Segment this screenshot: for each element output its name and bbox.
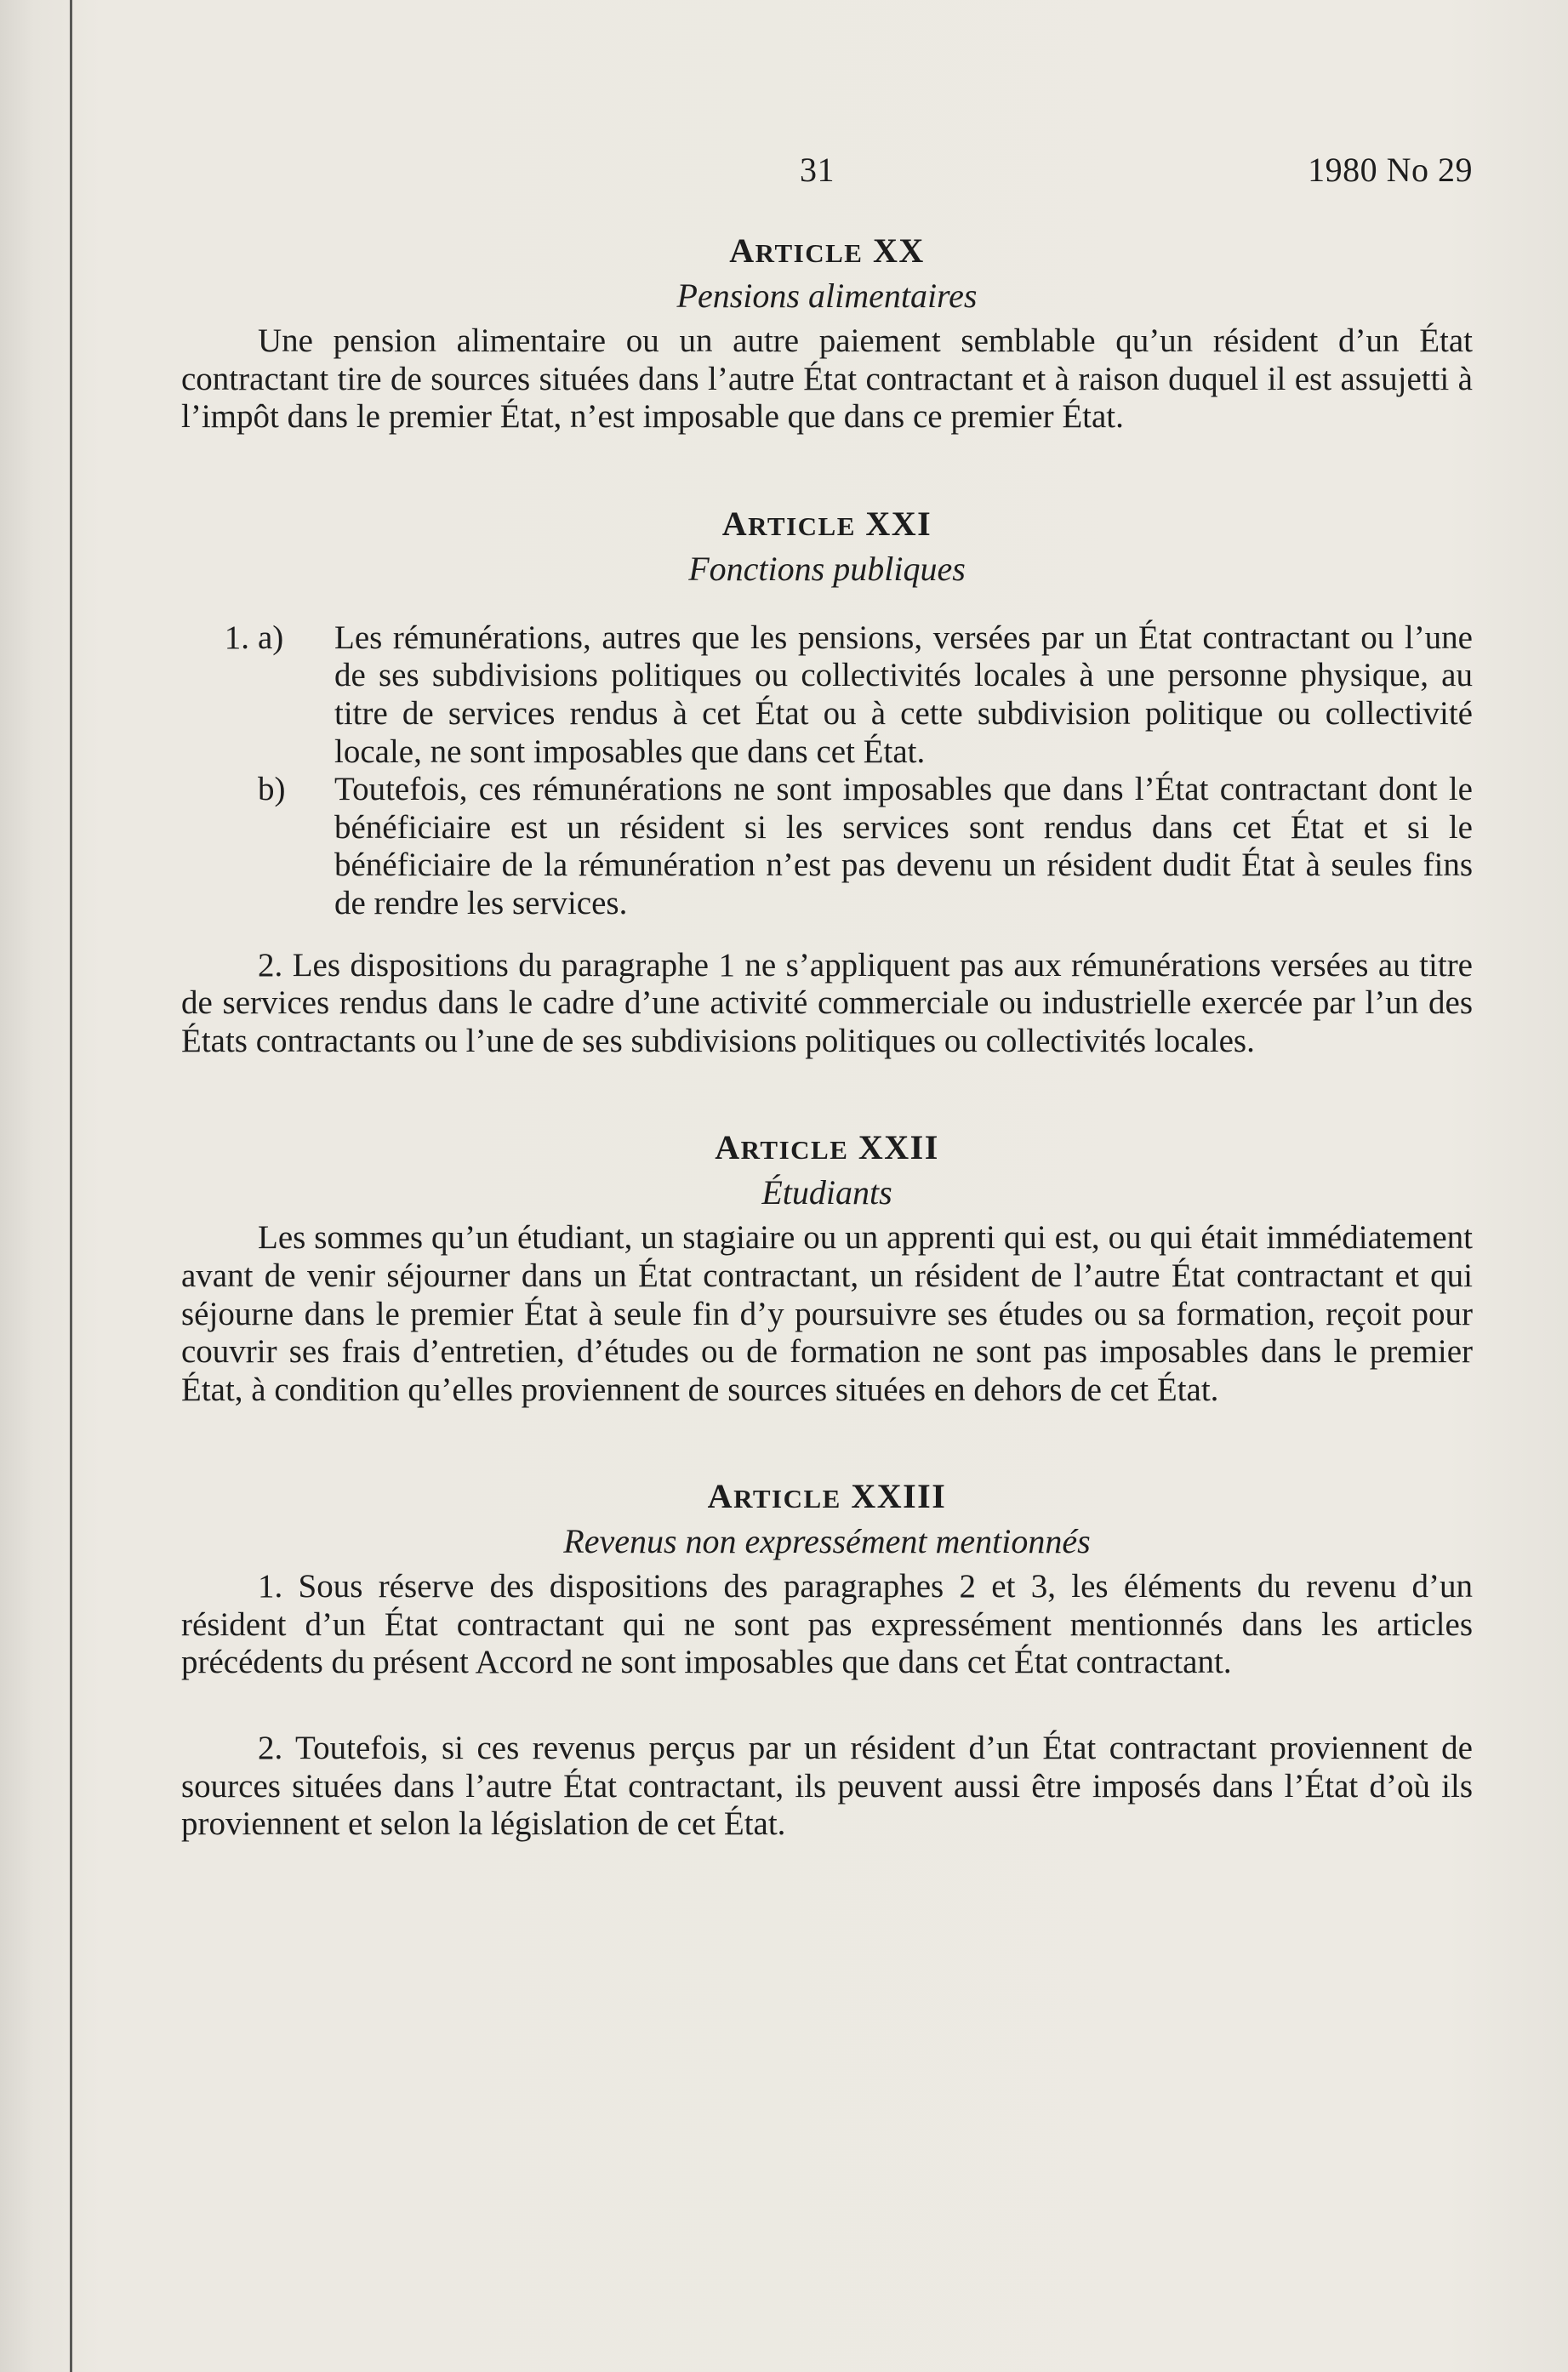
article-heading: ARTICLE XXII bbox=[715, 1128, 939, 1167]
article-paragraph: 2. Toutefois, si ces revenus perçus par un résident d’un État contractant proviennent de sources situées dans l’autre État contractant, ils peuvent aussi être imposés dans l’État d’où ils proviennent et selon la législation de cet État. bbox=[181, 1730, 1473, 1843]
article-title: Pensions alimentaires bbox=[676, 277, 978, 315]
article-xxiii bbox=[181, 1475, 1473, 1844]
article-heading: ARTICLE XXI bbox=[721, 504, 932, 543]
item-label: b) bbox=[258, 771, 286, 808]
article-paragraph: Les sommes qu’un étudiant, un stagiaire ou un apprenti qui est, ou qui était immédiatement avant de venir séjourner dans un État contractant, un résident de l’autre État contractant et qui séjourne dans le premier État à seule fin d’y poursuivre ses études ou sa formation, reçoit pour couvrir ses frais d’entretien, d’études ou de formation ne sont pas imposables dans le premier État, à condition qu’elles proviennent de sources situées en dehors de cet État. bbox=[181, 1219, 1473, 1408]
page-number: 31 bbox=[800, 151, 835, 189]
document-body bbox=[181, 230, 1473, 1844]
year-number: 1980 No 29 bbox=[1308, 151, 1473, 189]
article-xx bbox=[181, 230, 1473, 436]
article-title: Étudiants bbox=[761, 1173, 892, 1212]
article-xxi bbox=[181, 503, 1473, 1061]
item-number: 1. bbox=[224, 619, 249, 656]
article-heading: ARTICLE XX bbox=[729, 231, 925, 270]
article-paragraph: 2. Les dispositions du paragraphe 1 ne s’appliquent pas aux rémunérations versées au titre de services rendus dans le cadre d’une activité commerciale ou industrielle exercée par l’un des États contractants ou l’une de ses subdivisions politiques ou collectivités locales. bbox=[181, 946, 1473, 1059]
article-paragraph: Une pension alimentaire ou un autre paiement semblable qu’un résident d’un État contractant tire de sources situées dans l’autre État contractant et à raison duquel il est assujetti à l’impôt dans le premier État, n’est imposable que dans ce premier État. bbox=[181, 322, 1473, 436]
item-text: Les rémunérations, autres que les pensions, versées par un État contractant ou l’une de ses subdivisions politiques ou collectivités locales à une personne physique, au titre de services rendus à cet État ou à cette subdivision politique ou collectivité locale, ne sont imposables que dans cet État. bbox=[334, 619, 1473, 770]
article-xxii bbox=[181, 1126, 1473, 1409]
article-title: Fonctions publiques bbox=[688, 549, 966, 588]
article-paragraph: 1. Sous réserve des dispositions des paragraphes 2 et 3, les éléments du revenu d’un résident d’un État contractant qui ne sont pas expressément mentionnés dans les articles précédents du présent Accord ne sont imposables que dans cet État contractant. bbox=[181, 1568, 1473, 1681]
item-label: a) bbox=[258, 619, 284, 656]
list-item bbox=[181, 619, 1473, 771]
article-title: Revenus non expressément mentionnés bbox=[563, 1522, 1091, 1561]
list-item bbox=[181, 771, 1473, 922]
item-text: Toutefois, ces rémunérations ne sont imposables que dans l’État contractant dont le bénéficiaire est un résident si les services sont rendus dans cet État et si le bénéficiaire de la rémunération n’est pas devenu un résident dudit État à seules fins de rendre les services. bbox=[334, 771, 1473, 921]
article-heading: ARTICLE XXIII bbox=[707, 1477, 947, 1516]
page-binding-edge bbox=[70, 0, 72, 2372]
